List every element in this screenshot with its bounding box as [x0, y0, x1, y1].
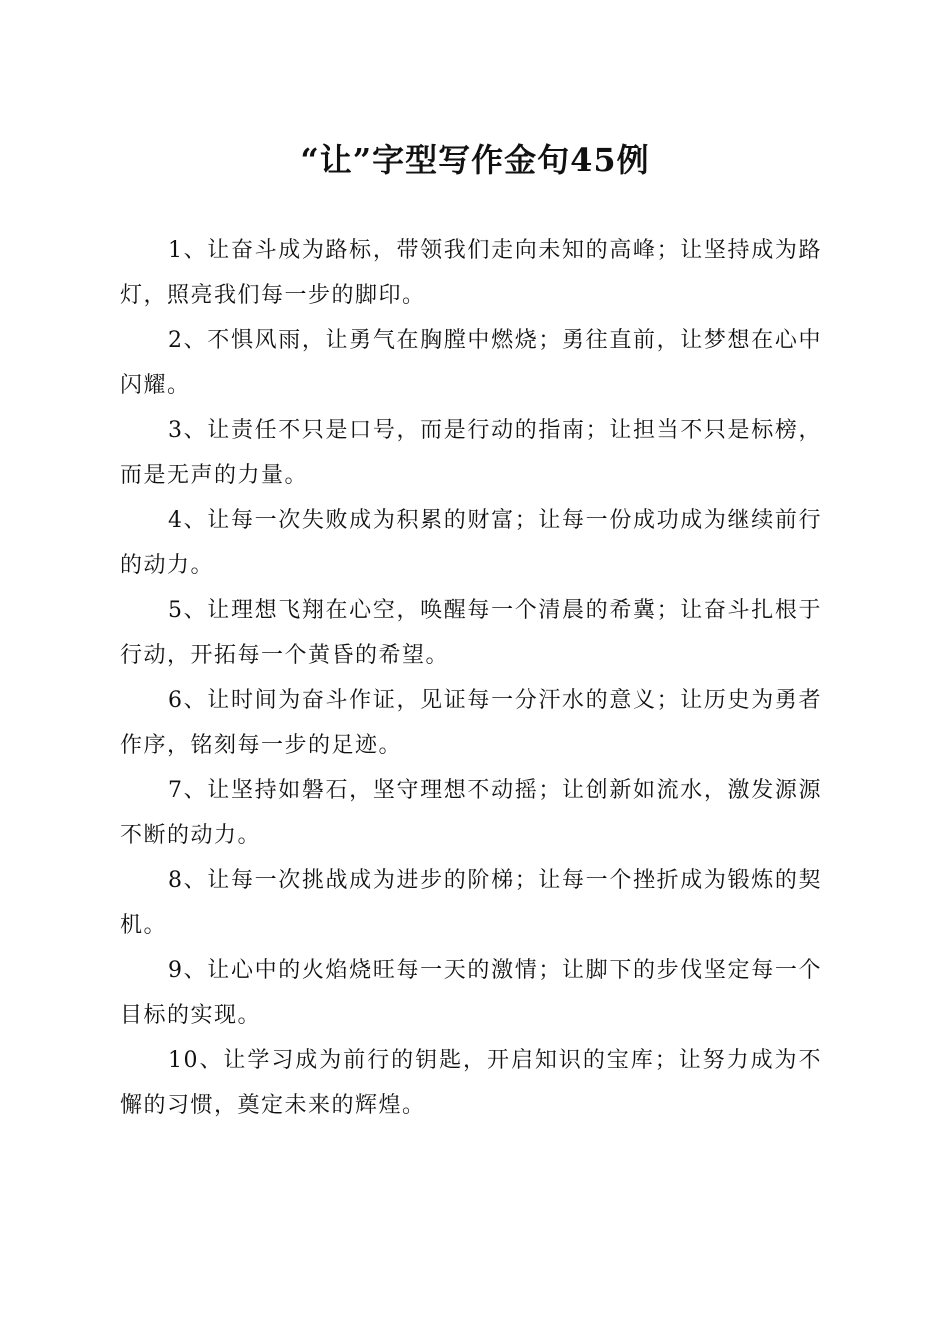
paragraph-2: 2、不惧风雨，让勇气在胸膛中燃烧；勇往直前，让梦想在心中闪耀。: [120, 328, 822, 398]
paragraph-7: 7、让坚持如磐石，坚守理想不动摇；让创新如流水，激发源源不断的动力。: [120, 778, 822, 848]
document-body: [120, 228, 822, 1128]
paragraph-6: 6、让时间为奋斗作证，见证每一分汗水的意义；让历史为勇者作序，铭刻每一步的足迹。: [120, 688, 822, 758]
paragraph-4: 4、让每一次失败成为积累的财富；让每一份成功成为继续前行的动力。: [120, 508, 822, 578]
paragraph-1: 1、让奋斗成为路标，带领我们走向未知的高峰；让坚持成为路灯，照亮我们每一步的脚印。: [120, 238, 822, 308]
paragraph-10: 10、让学习成为前行的钥匙，开启知识的宝库；让努力成为不懈的习惯，奠定未来的辉煌。: [120, 1048, 822, 1118]
paragraph-9: 9、让心中的火焰烧旺每一天的激情；让脚下的步伐坚定每一个目标的实现。: [120, 958, 822, 1028]
paragraph-3: 3、让责任不只是口号，而是行动的指南；让担当不只是标榜，而是无声的力量。: [120, 418, 822, 488]
document-title: “让”字型写作金句45例: [300, 141, 650, 179]
paragraph-5: 5、让理想飞翔在心空，唤醒每一个清晨的希冀；让奋斗扎根于行动，开拓每一个黄昏的希望。: [120, 598, 822, 668]
paragraph-8: 8、让每一次挑战成为进步的阶梯；让每一个挫折成为锻炼的契机。: [120, 868, 822, 938]
